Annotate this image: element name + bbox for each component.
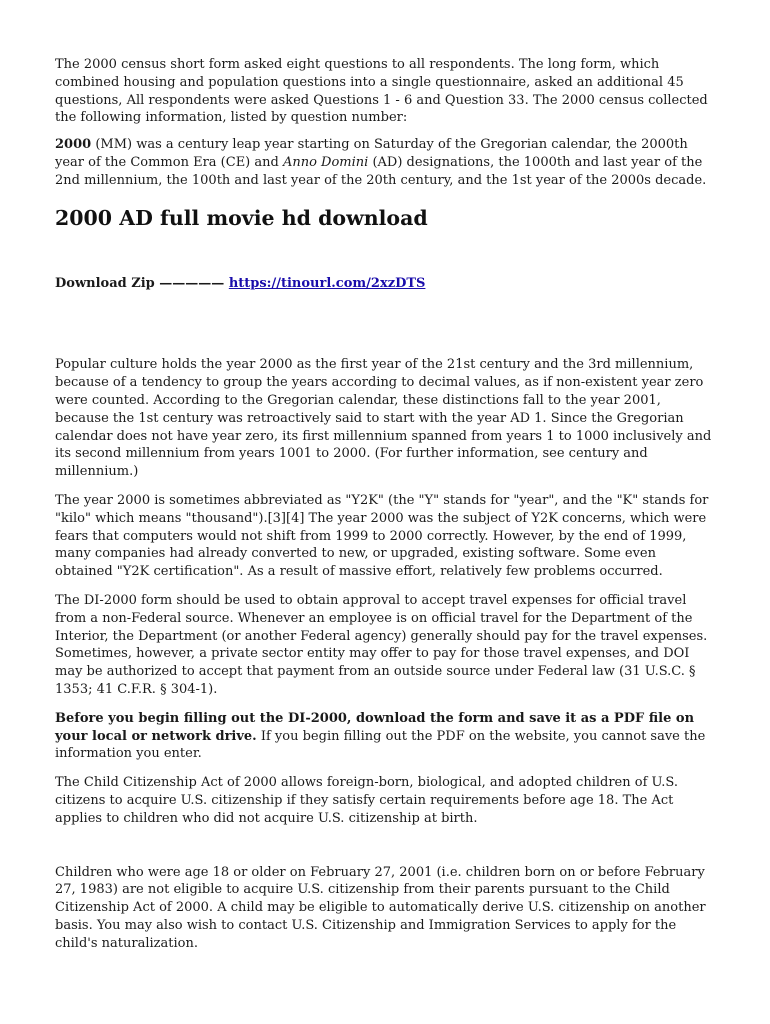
spacer bbox=[55, 839, 714, 864]
popular-culture-paragraph: Popular culture holds the year 2000 as the first year of the 21st century and the 3rd millennium, because of a tendency to group the years according to decimal values, as if non-existent year zero were counted. According to the Gregorian calendar, these distinctions fall to the year 2001, because the 1st century was retroactively said to start with the year AD 1. Since the Gregorian calendar does not have year zero, its first millennium spanned from years 1 to 1000 inclusively and its second millennium from years 1001 to 2000. (For further information, see century and millennium.) bbox=[55, 357, 712, 480]
year-bold-lead: 2000 bbox=[55, 137, 92, 153]
page-heading: 2000 AD full movie hd download bbox=[55, 205, 428, 230]
y2k-paragraph: The year 2000 is sometimes abbreviated as "Y2K" (the "Y" stands for "year", and the "K" stands for "kilo" which means "thousand").[3][4] The year 2000 was the subject of Y2K concerns, which were fears that computers would not shift from 1999 to 2000 correctly. However, by the end of 1999, many companies had already converted to new, or upgraded, existing software. Some even obtained "Y2K certification". As a result of massive effort, relatively few problems occurred. bbox=[55, 492, 709, 580]
di2000-paragraph: The DI-2000 form should be used to obtain approval to accept travel expenses for official travel from a non-Federal source. Whenever an employee is on official travel for the Department of the Interior, the Department (or another Federal agency) generally should pay for the travel expenses. Sometimes, however, a private sector entity may offer to pay for those travel expenses, and DOI may be authorized to accept that payment from an outside source under Federal law (31 U.S.C. § 1353; 41 C.F.R. § 304-1). bbox=[55, 592, 708, 697]
children-over-18-paragraph: Children who were age 18 or older on February 27, 2001 (i.e. children born on or before February 27, 1983) are not eligible to acquire U.S. citizenship from their parents pursuant to the Child Citizenship Act of 2000. A child may be eligible to automatically derive U.S. citizenship on another basis. You may also wish to contact U.S. Citizenship and Immigration Services to apply for the child's naturalization. bbox=[55, 864, 706, 951]
year-2000-paragraph bbox=[55, 136, 714, 189]
download-link[interactable]: https://tinourl.com/2xzDTS bbox=[228, 275, 426, 291]
year-text-part1: (MM) was a century leap year starting on Saturday of the Gregorian calendar, the 2000th year of the Common Era (CE) and bbox=[55, 137, 688, 170]
before-bold-text: Before you begin filling out the DI-2000, download the form and save it as a PDF file on your local or network drive. bbox=[55, 710, 695, 744]
spacer bbox=[55, 292, 714, 356]
before-rest-text: If you begin filling out the PDF on the website, you cannot save the information you enter. bbox=[55, 728, 706, 762]
download-label: Download Zip ————— bbox=[55, 275, 225, 291]
child-citizenship-paragraph: The Child Citizenship Act of 2000 allows foreign-born, biological, and adopted children of U.S. citizens to acquire U.S. citizenship if they satisfy certain requirements before age 18. The Act applies to children who did not acquire U.S. citizenship at birth. bbox=[55, 775, 678, 826]
year-text-part2: (AD) designations, the 1000th and last year of the 2nd millennium, the 100th and last year of the 20th century, and the 1st year of the 2000s decade. bbox=[55, 154, 707, 188]
intro-paragraph: The 2000 census short form asked eight questions to all respondents. The long form, which combined housing and population questions into a single questionnaire, asked an additional 45 questions, All respondents were asked Questions 1 - 6 and Question 33. The 2000 census collected the following information, listed by question number: bbox=[55, 57, 708, 126]
download-line bbox=[55, 275, 714, 293]
before-you-begin-paragraph bbox=[55, 710, 714, 763]
anno-domini-italic: Anno Domini bbox=[282, 154, 369, 170]
